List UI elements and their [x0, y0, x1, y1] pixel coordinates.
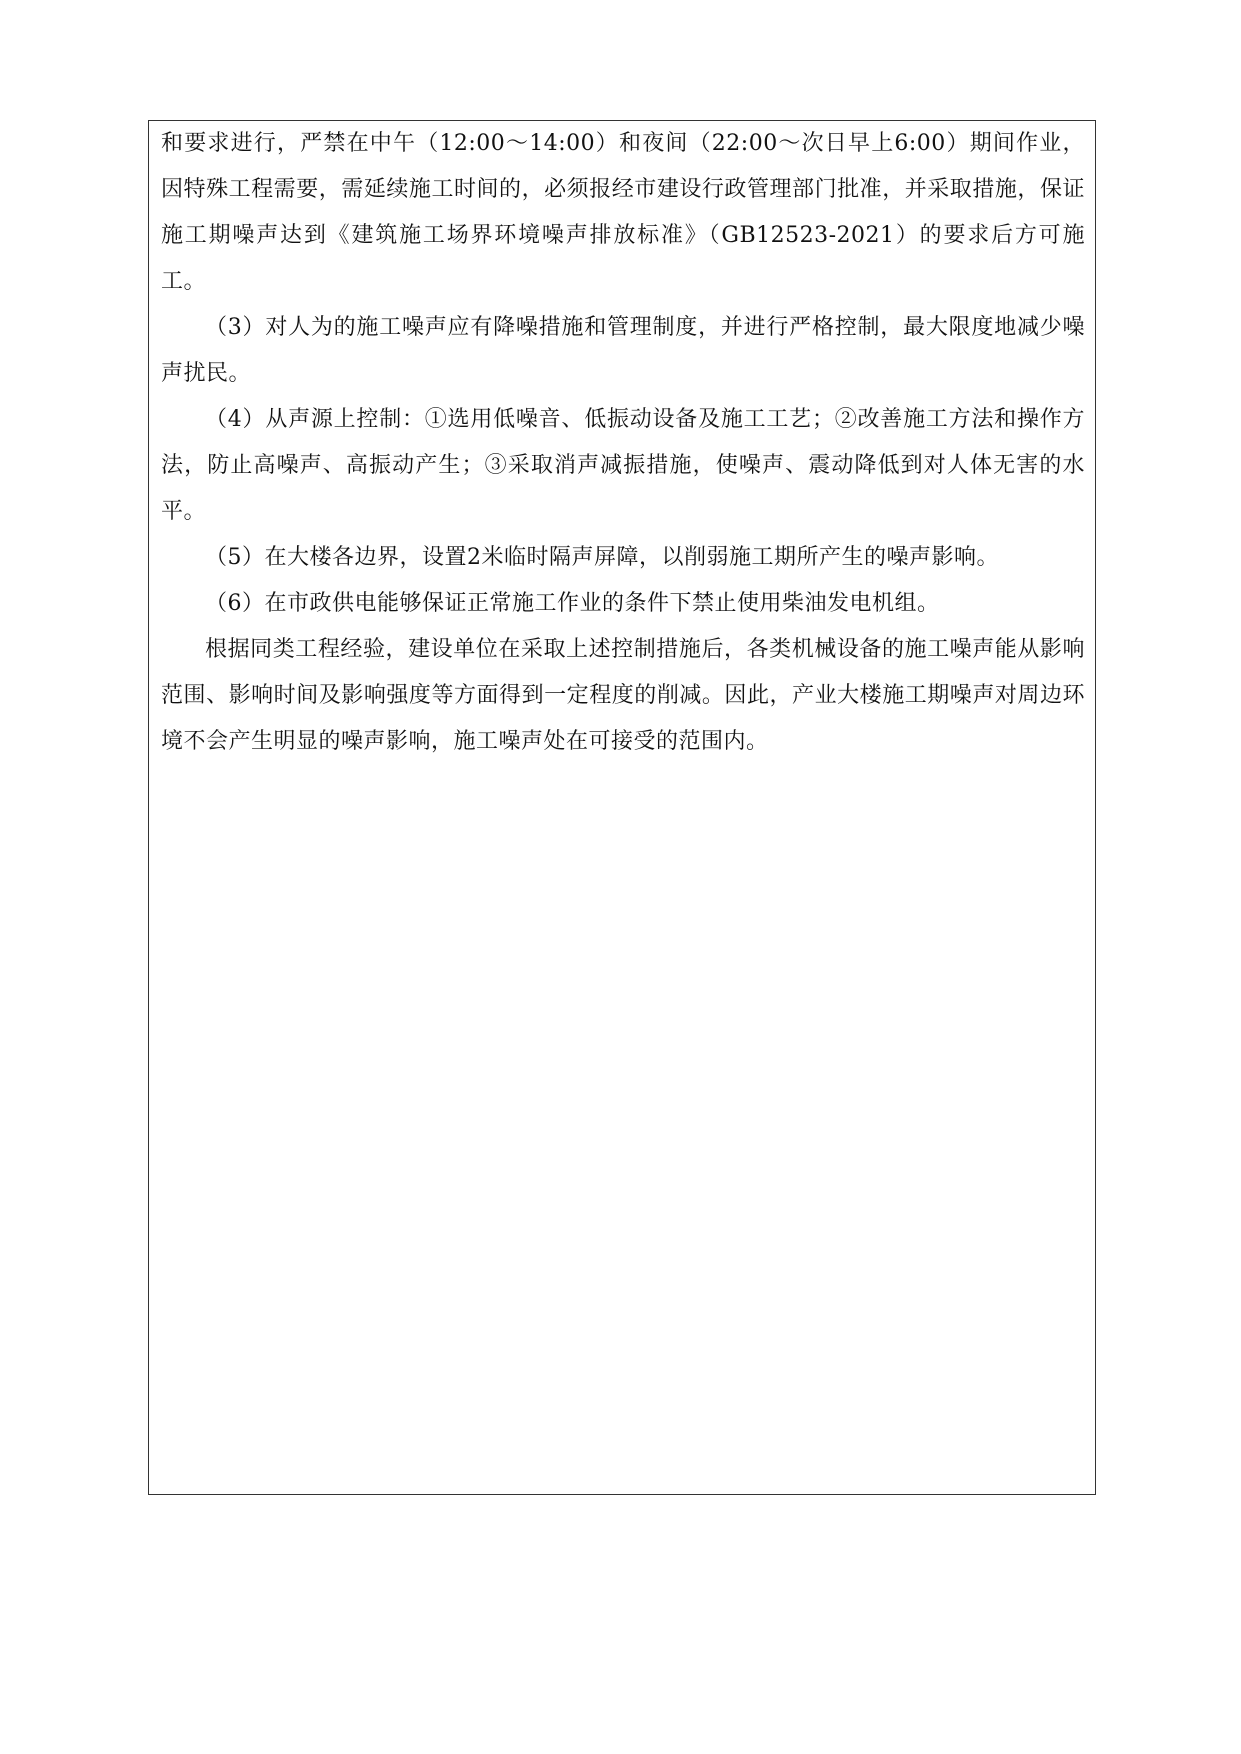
paragraph-item-4: （4）从声源上控制：①选用低噪音、低振动设备及施工工艺；②改善施工方法和操作方法，防止高噪声、高振动产生；③采取消声减振措施，使噪声、震动降低到对人体无害的水平。 — [161, 407, 1085, 524]
paragraph-item-6: （6）在市政供电能够保证正常施工作业的条件下禁止使用柴油发电机组。 — [205, 591, 940, 616]
paragraph-item-3: （3）对人为的施工噪声应有降噪措施和管理制度，并进行严格控制，最大限度地减少噪声扰民。 — [161, 315, 1085, 386]
paragraph-item-5: （5）在大楼各边界，设置2米临时隔声屏障，以削弱施工期所产生的噪声影响。 — [205, 545, 999, 570]
document-body — [161, 121, 1085, 765]
document-table-cell — [148, 120, 1096, 1495]
paragraph-conclusion: 根据同类工程经验，建设单位在采取上述控制措施后，各类机械设备的施工噪声能从影响范围、影响时间及影响强度等方面得到一定程度的削减。因此，产业大楼施工期噪声对周边环境不会产生明显的噪声影响，施工噪声处在可接受的范围内。 — [161, 637, 1085, 754]
paragraph-continuation: 和要求进行，严禁在中午（12:00～14:00）和夜间（22:00～次日早上6:00）期间作业，因特殊工程需要，需延续施工时间的，必须报经市建设行政管理部门批准，并采取措施，保证施工期噪声达到《建筑施工场界环境噪声排放标准》（GB12523-2021）的要求后方可施工。 — [161, 131, 1085, 294]
